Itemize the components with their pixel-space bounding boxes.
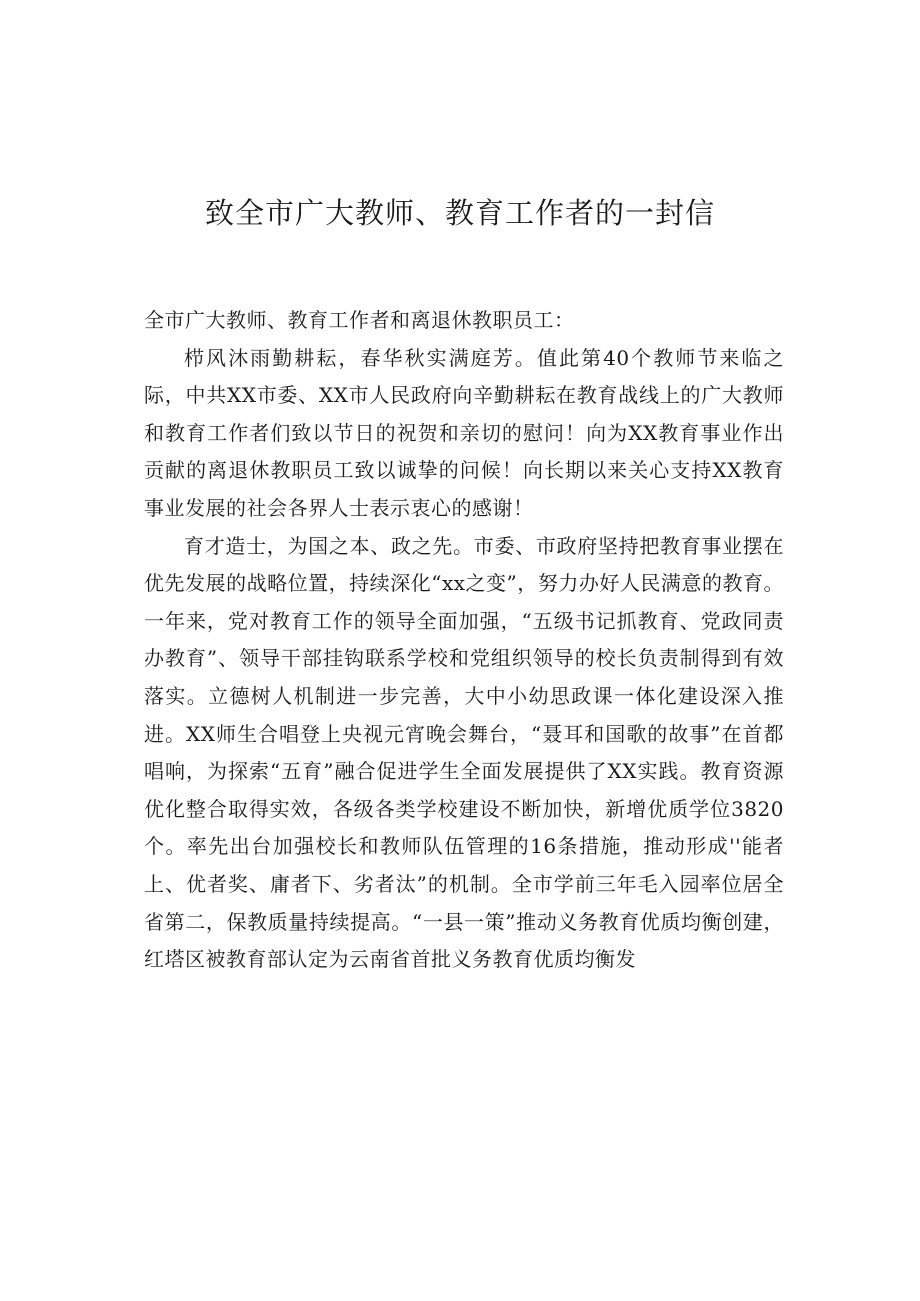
letter-body bbox=[144, 302, 784, 979]
paragraph-greeting: 栉风沐雨勤耕耘，春华秋实满庭芳。值此第40个教师节来临之际，中共XX市委、XX市人民政府向辛勤耕耘在教育战线上的广大教师和教育工作者们致以节日的祝贺和亲切的慰问！向为XX教育事业作出贡献的离退休教职员工致以诚挚的问候！向长期以来关心支持XX教育事业发展的社会各界人士表示衷心的感谢！ bbox=[144, 345, 784, 520]
document-title: 致全市广大教师、教育工作者的一封信 bbox=[204, 196, 715, 230]
salutation: 全市广大教师、教育工作者和离退休教职员工： bbox=[144, 308, 575, 332]
paragraph-achievements: 育才造士，为国之本、政之先。市委、市政府坚持把教育事业摆在优先发展的战略位置，持续深化“xx之变”，努力办好人民满意的教育。一年来，党对教育工作的领导全面加强，“五级书记抓教育、党政同责办教育”、领导干部挂钩联系学校和党组织领导的校长负责制得到有效落实。立德树人机制进一步完善，大中小幼思政课一体化建设深入推进。XX师生合唱登上央视元宵晚会舞台，“聂耳和国歌的故事”在首都唱响，为探索“五育”融合促进学生全面发展提供了XX实践。教育资源优化整合取得实效，各级各类学校建设不断加快，新增优质学位3820个。率先出台加强校长和教师队伍管理的16条措施，推动形成''能者上、优者奖、庸者下、劣者汰”的机制。全市学前三年毛入园率位居全省第二，保教质量持续提高。“一县一策”推动义务教育优质均衡创建，红塔区被教育部认定为云南省首批义务教育优质均衡发 bbox=[144, 533, 784, 972]
